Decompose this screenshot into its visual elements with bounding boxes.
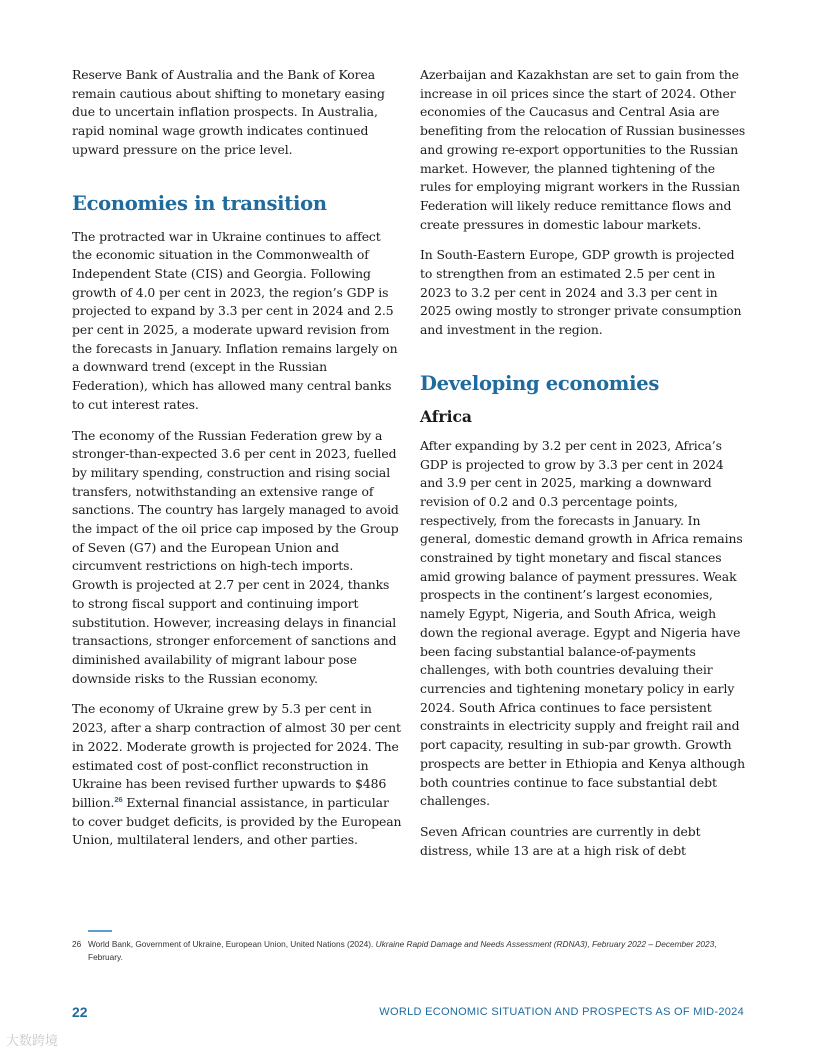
- ukraine-text-part-1: The economy of Ukraine grew by 5.3 per cent in 2023, after a sharp contraction of almost 30 per cent in 2022. Moderate growth is projected for 2024. The estimated cost of post-conflict reconstruction in Ukraine has been revised further upwards to $486 billion.: [72, 701, 401, 810]
- ukraine-text-part-2: External financial assistance, in particular to cover budget deficits, is provided by the European Union, multilateral lenders, and other parties.: [72, 794, 402, 848]
- footnote-date: , February.: [88, 939, 717, 962]
- left-column: [72, 66, 402, 862]
- paragraph-africa: After expanding by 3.2 per cent in 2023, Africa’s GDP is projected to grow by 3.3 per cent in 2024 and 3.9 per cent in 2025, marking a downward revision of 0.2 and 0.3 percentage points, respectively, from the forecasts in January. In general, domestic demand growth in Africa remains constrained by tight monetary and fiscal stances amid growing balance of payment pressures. Weak prospects in the continent’s largest economies, namely Egypt, Nigeria, and South Africa, weigh down the regional average. Egypt and Nigeria have been facing substantial balance-of-payments challenges, with both countries devaluing their currencies and tightening monetary policy in early 2024. South Africa continues to face persistent constraints in electricity supply and freight rail and port capacity, resulting in sub-par growth. Growth prospects are better in Ethiopia and Kenya although both countries continue to face substantial debt challenges.: [420, 437, 746, 809]
- watermark: 大数跨境: [6, 1034, 59, 1049]
- paragraph-debt: Seven African countries are currently in debt distress, while 13 are at a high risk of debt: [420, 823, 701, 858]
- footnote-reference[interactable]: 26: [114, 794, 123, 804]
- paragraph-intro: Reserve Bank of Australia and the Bank of Korea remain cautious about shifting to monetary easing due to uncertain inflation prospects. In Australia, rapid nominal wage growth indicates continued upward pressure on the price level.: [72, 67, 385, 157]
- footnote-source: World Bank, Government of Ukraine, European Union, United Nations (2024).: [88, 939, 376, 949]
- right-column: [420, 66, 746, 872]
- footnote: [72, 938, 744, 964]
- footnote-divider: [88, 930, 112, 932]
- paragraph-russia: The economy of the Russian Federation grew by a stronger-than-expected 3.6 per cent in 2023, fuelled by military spending, construction and rising social transfers, notwithstanding an extensive range of sanctions. The country has largely managed to avoid the impact of the oil price cap imposed by the Group of Seven (G7) and the European Union and circumvent restrictions on high-tech imports. Growth is projected at 2.7 per cent in 2024, thanks to strong fiscal support and continuing import substitution. However, increasing delays in financial transactions, stronger enforcement of sanctions and diminished availability of migrant labour pose downside risks to the Russian economy.: [72, 427, 399, 686]
- heading-developing-economies: Developing economies: [420, 371, 660, 395]
- paragraph-ukraine-economy: [72, 700, 402, 850]
- running-title: WORLD ECONOMIC SITUATION AND PROSPECTS AS OF MID-2024: [379, 1006, 744, 1018]
- footnote-text: [88, 938, 744, 964]
- page-number: 22: [72, 1004, 88, 1020]
- paragraph-caucasus: Azerbaijan and Kazakhstan are set to gain from the increase in oil prices since the start of 2024. Other economies of the Caucasus and Central Asia are benefiting from the relocation of Russian businesses and growing re-export opportunities to the Russian market. However, the planned tightening of the rules for employing migrant workers in the Russian Federation will likely reduce remittance flows and create pressures in domestic labour markets.: [420, 67, 746, 232]
- paragraph-ukraine-war: The protracted war in Ukraine continues to affect the economic situation in the Commonwealth of Independent State (CIS) and Georgia. Following growth of 4.0 per cent in 2023, the region’s GDP is projected to expand by 3.3 per cent in 2024 and 2.5 per cent in 2025, a moderate upward revision from the forecasts in January. Inflation remains largely on a downward trend (except in the Russian Federation), which has allowed many central banks to cut interest rates.: [72, 228, 398, 412]
- footnote-title: Ukraine Rapid Damage and Needs Assessment (RDNA3), February 2022 – December 2023: [375, 939, 715, 949]
- paragraph-south-eastern-europe: In South-Eastern Europe, GDP growth is projected to strengthen from an estimated 2.5 per cent in 2023 to 3.2 per cent in 2024 and 3.3 per cent in 2025 owing mostly to stronger private consumption and investment in the region.: [420, 247, 742, 338]
- footnote-number: 26: [72, 939, 82, 949]
- heading-economies-in-transition: Economies in transition: [72, 191, 327, 215]
- subheading-africa: Africa: [420, 406, 472, 426]
